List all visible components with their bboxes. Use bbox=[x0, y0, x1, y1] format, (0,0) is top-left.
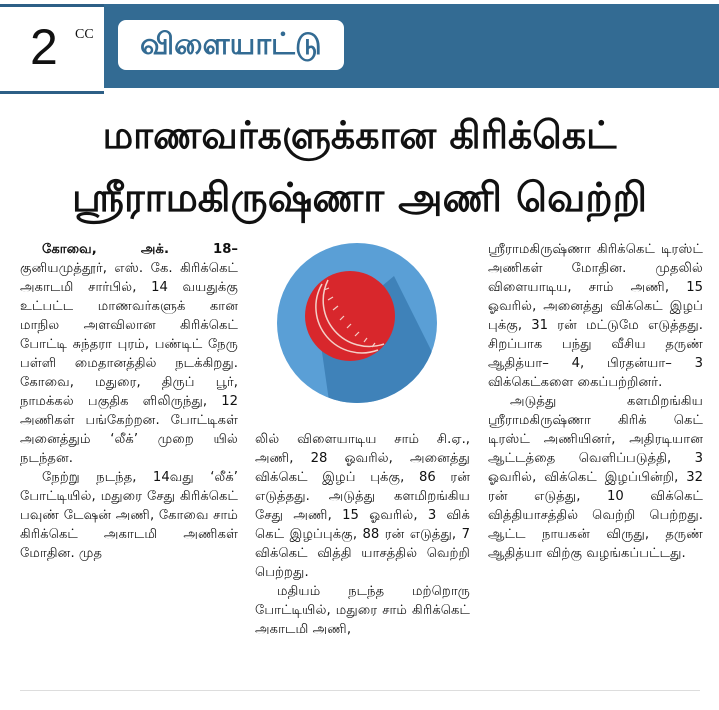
headline-line-1: மாணவர்களுக்கான கிரிக்கெட் bbox=[102, 113, 617, 157]
dateline: கோவை, அக். 18– bbox=[42, 242, 238, 257]
page-number-box bbox=[0, 4, 104, 94]
article-column-2 bbox=[255, 430, 470, 639]
article-paragraph: அடுத்து களமிறங்கிய ஸ்ரீராமகிருஷ்ணா கிரிக் கெட் டிரஸ்ட் அணியினர், அதிரடியான ஆட்டத்தை வெளிப்படுத்தி, 3 ஓவரில், விக்கெட் இழப்பின்றி, 32 ரன் எடுத்து, 10 விக்கெட் வித்தியாசத்தில் வெற்றி பெற்றது. ஆட்ட நாயகன் விருது, தருண் ஆதித்யா விற்கு வழங்கப்பட்டது. bbox=[488, 394, 703, 561]
article-paragraph: நேற்று நடந்த, 14வது ‘லீக்’ போட்டியில், மதுரை சேது கிரிக்கெட் பவுண் டேஷன் அணி, கோவை சாம் கிரிக்கெட் அகாடமி அணிகள் மோதின. முத bbox=[20, 470, 238, 561]
section-title: விளையாட்டு bbox=[118, 20, 344, 70]
article-paragraph bbox=[20, 240, 238, 468]
article-column-3 bbox=[488, 240, 703, 563]
article-paragraph: மதியம் நடந்த மற்றொரு போட்டியில், மதுரை சாம் கிரிக்கெட் அகாடமி அணி, bbox=[255, 584, 470, 637]
cricket-ball-icon bbox=[270, 238, 445, 408]
page-header bbox=[0, 0, 719, 92]
page-number: 2 bbox=[30, 19, 58, 75]
cricket-illustration bbox=[270, 238, 445, 408]
section-bar bbox=[104, 4, 719, 88]
next-article-edge bbox=[20, 690, 700, 710]
article-column-1 bbox=[20, 240, 238, 563]
edition-code: CC bbox=[75, 27, 94, 42]
article-paragraph: ஸ்ரீராமகிருஷ்ணா கிரிக்கெட் டிரஸ்ட் அணிகள் மோதின. முதலில் விளையாடிய, சாம் அணி, 15 ஓவரில், அனைத்து விக்கெட் இழப் புக்கு, 31 ரன் மட்டுமே எடுத்தது. சிறப்பாக பந்து வீசிய தருண் ஆதித்யா– 4, பிரதன்யா– 3 விக்கெட்களை கைப்பற்றினர். bbox=[488, 242, 703, 390]
paragraph-text: குனியமுத்தூர், எஸ். கே. கிரிக்கெட் அகாடமி சார்பில், 14 வயதுக்கு உட்பட்ட மாணவர்களுக் கான மாநில அளவிலான கிரிக்கெட் போட்டி சுந்தரா புரம், பண்டிட் நேரு பள்ளி மைதானத்தில் நடக்கிறது. கோவை, மதுரை, திருப் பூர், நாமக்கல் பகுதிக ளிலிருந்து, 12 அணிகள் பங்கேற்றன. போட்டிகள் அனைத்தும் ‘லீக்’ முறை யில் நடந்தன. bbox=[20, 261, 238, 466]
headline-line-2: ஸ்ரீராமகிருஷ்ணா அணி வெற்றி bbox=[71, 175, 648, 221]
article-paragraph: லில் விளையாடிய சாம் சி.ஏ., அணி, 28 ஓவரில், அனைத்து விக்கெட் இழப் புக்கு, 86 ரன் எடுத்தது. அடுத்து களமிறங்கிய சேது அணி, 15 ஓவரில், 3 விக் கெட் இழப்புக்கு, 88 ரன் எடுத்து, 7 விக்கெட் வித்தி யாசத்தில் வெற்றி பெற்றது. bbox=[255, 432, 470, 580]
